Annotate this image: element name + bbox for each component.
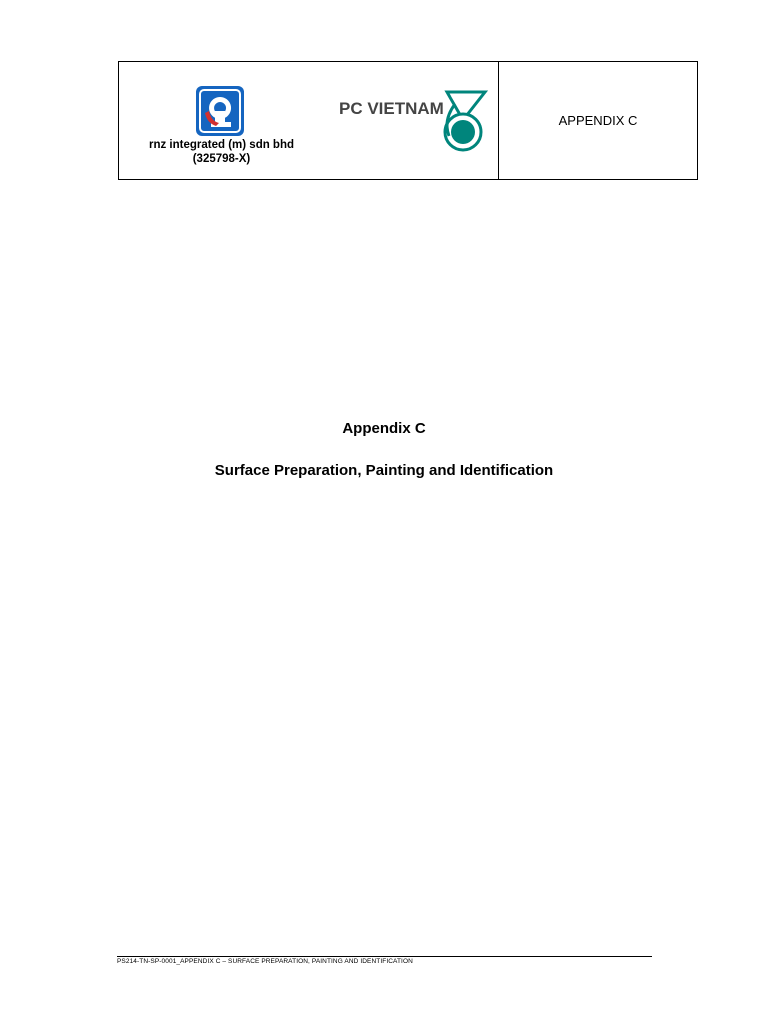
header-appendix-cell [499,62,697,179]
rnz-logo-icon [195,85,245,137]
company-name: rnz integrated (m) sdn bhd [148,139,295,151]
document-title: Appendix C [342,420,426,437]
pc-vietnam-logo-text: PC VIETNAM [339,99,444,118]
company-registration: (325798-X) [192,153,251,165]
header-table [118,61,698,180]
pc-vietnam-logo [339,90,489,154]
company-name-block [119,138,324,166]
appendix-label: APPENDIX C [558,113,638,128]
header-logos-cell [119,62,499,179]
footer-divider [117,956,652,957]
footer-text: PS214-TN-SP-0001_APPENDIX C – SURFACE PREPARATION, PAINTING AND IDENTIFICATION [117,958,413,965]
document-subtitle: Surface Preparation, Painting and Identification [214,462,554,479]
